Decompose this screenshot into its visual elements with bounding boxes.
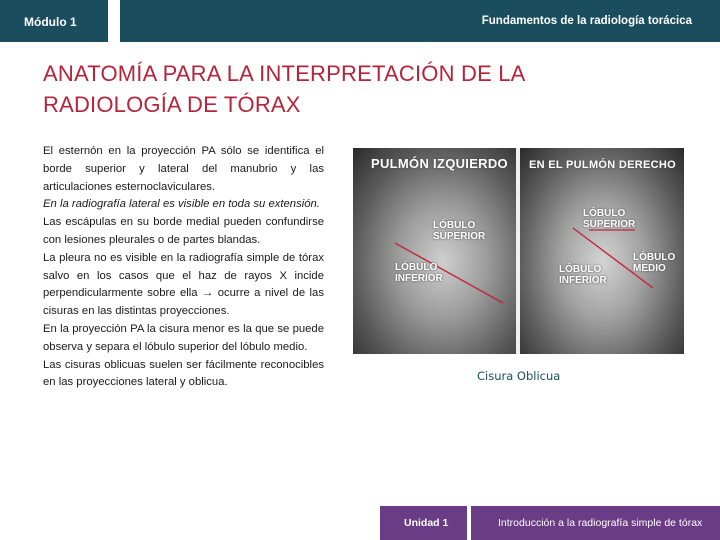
paragraph-sternum-pa: El esternón en la proyección PA sólo se identifica el borde superior y lateral del manubrio y las articulaciones esternoclaviculares.	[43, 145, 324, 193]
paragraph-scapulae: Las escápulas en su borde medial pueden confundirse con lesiones pleurales o de partes blandas.	[43, 216, 324, 246]
header-gap	[108, 0, 120, 42]
module-label: Módulo 1	[0, 0, 108, 42]
body-text	[43, 143, 324, 392]
left-upper-lobe-label: LÓBULO SUPERIOR	[433, 220, 486, 242]
unit-topic: Introducción a la radiografía simple de tórax	[471, 506, 720, 540]
course-title: Fundamentos de la radiología torácica	[120, 0, 720, 42]
paragraph-pleura: La pleura no es visible en la radiografía simple de tórax salvo en los casos que el haz de rayos X incide perpendicularmente sobre ella → ocurre a nivel de las cisuras en las distintas proyecciones.	[43, 251, 324, 318]
right-upper-lobe-label: LÓBULO SUPERIOR	[583, 208, 636, 230]
unit-label: Unidad 1	[380, 506, 467, 540]
paragraph-minor-fissure: En la proyección PA la cisura menor es la que se puede observa y separa el lóbulo superior del lóbulo medio.	[43, 322, 324, 353]
right-lung-heading: EN EL PULMÓN DERECHO	[529, 159, 676, 171]
left-lung-heading: PULMÓN IZQUIERDO	[371, 156, 508, 171]
fissure-lines	[353, 148, 684, 354]
slide-title: ANATOMÍA PARA LA INTERPRETACIÓN DE LA RADIOLOGÍA DE TÓRAX	[43, 61, 525, 117]
paragraph-oblique-fissures: Las cisuras oblicuas suelen ser fácilmente reconocibles en las proyecciones lateral y oblicua.	[43, 358, 324, 389]
paragraph-sternum-lateral: En la radiografía lateral es visible en toda su extensión.	[43, 198, 320, 211]
right-middle-lobe-label: LÓBULO MEDIO	[633, 252, 676, 274]
figure-caption: Cisura Oblicua	[477, 369, 561, 383]
right-lower-lobe-label: LÓBULO INFERIOR	[559, 264, 607, 286]
lateral-chest-xray-image	[353, 148, 684, 354]
left-lower-lobe-label: LÓBULO INFERIOR	[395, 262, 443, 284]
